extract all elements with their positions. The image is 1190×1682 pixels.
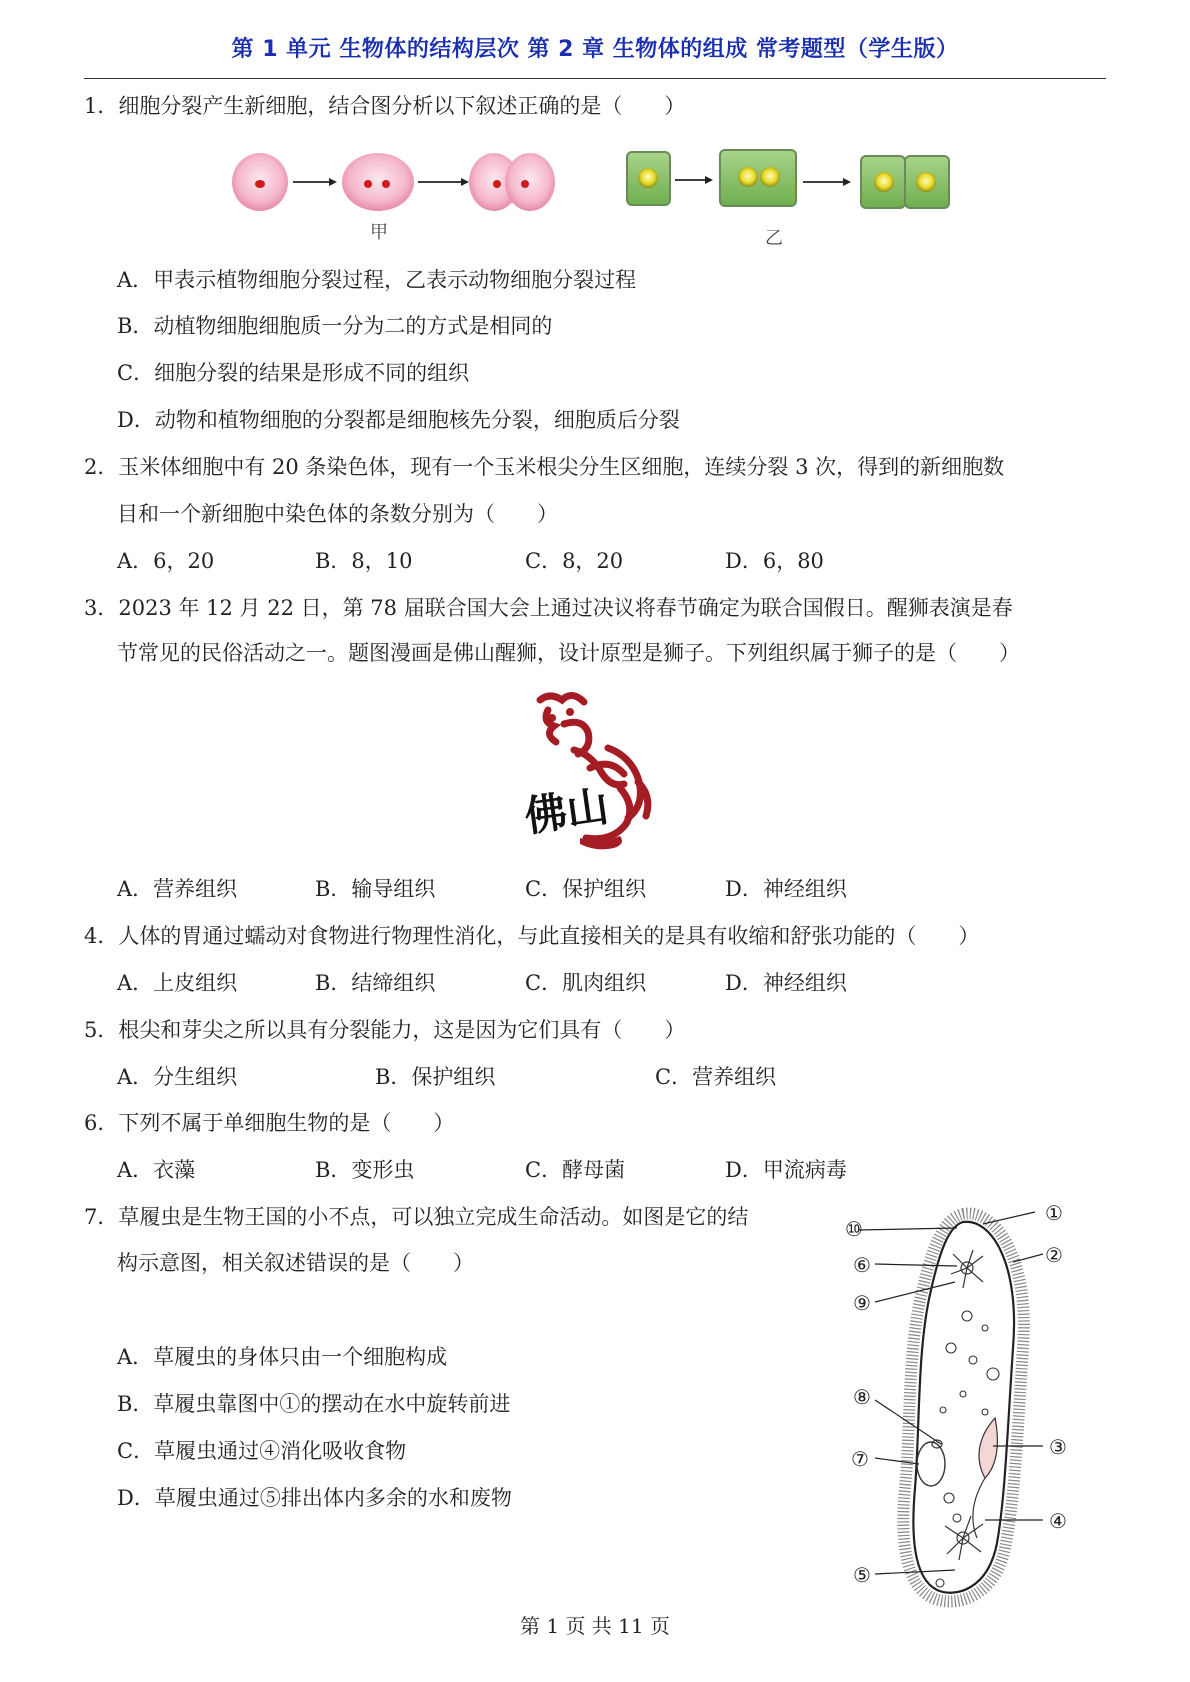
- q1-option-d: D．动物和植物细胞的分裂都是细胞核先分裂，细胞质后分裂: [117, 408, 680, 432]
- label-5: ⑤: [853, 1563, 871, 1587]
- q4-option-c: C．肌肉组织: [525, 971, 647, 995]
- q6-option-b: B．变形虫: [315, 1158, 415, 1182]
- animal-cell-stage-3: [469, 153, 555, 211]
- q5-option-b: B．保护组织: [375, 1065, 496, 1089]
- question-2-stem-line-2: 目和一个新细胞中染色体的条数分别为（ ）: [117, 502, 558, 526]
- q5-option-c: C．营养组织: [655, 1065, 777, 1089]
- question-7-stem-line-2: 构示意图，相关叙述错误的是（ ）: [117, 1251, 474, 1275]
- label-6: ⑥: [853, 1253, 871, 1277]
- label-2: ②: [1045, 1243, 1063, 1267]
- q1-option-a: A．甲表示植物细胞分裂过程，乙表示动物细胞分裂过程: [117, 268, 637, 292]
- header-rule: [84, 78, 1106, 79]
- q6-option-a: A．衣藻: [117, 1158, 196, 1182]
- foshan-lion-illustration: [520, 688, 680, 853]
- plant-cell-stage-3: [861, 156, 949, 208]
- q4-option-a: A．上皮组织: [117, 971, 238, 995]
- label-9: ⑨: [853, 1291, 871, 1315]
- cell-division-figure: [225, 142, 965, 252]
- question-3-stem-line-1: 3．2023 年 12 月 22 日，第 78 届联合国大会上通过决议将春节确定为联合国假日。醒狮表演是春: [84, 596, 1013, 620]
- question-5-stem: 5．根尖和芽尖之所以具有分裂能力，这是因为它们具有（ ）: [84, 1018, 686, 1042]
- label-3: ③: [1049, 1435, 1067, 1459]
- plant-cell-stage-2: [720, 150, 796, 206]
- animal-cell-stage-2: [342, 153, 414, 211]
- q7-option-b: B．草履虫靠图中①的摆动在水中旋转前进: [117, 1392, 511, 1416]
- q2-option-b: B．8，10: [315, 549, 413, 573]
- q5-option-a: A．分生组织: [117, 1065, 238, 1089]
- q3-option-a: A．营养组织: [117, 877, 238, 901]
- q4-option-b: B．结缔组织: [315, 971, 436, 995]
- label-7: ⑦: [851, 1447, 869, 1471]
- label-4: ④: [1049, 1509, 1067, 1533]
- question-6-stem: 6．下列不属于单细胞生物的是（ ）: [84, 1111, 455, 1135]
- q6-option-d: D．甲流病毒: [725, 1158, 847, 1182]
- q6-option-c: C．酵母菌: [525, 1158, 626, 1182]
- q2-option-d: D．6，80: [725, 549, 824, 573]
- plant-cell-stage-1: [627, 152, 670, 205]
- paramecium-diagram: [845, 1198, 1110, 1623]
- figure-label-yi: 乙: [765, 228, 783, 249]
- label-8: ⑧: [853, 1385, 871, 1409]
- animal-cell-stage-1: [232, 153, 288, 211]
- q2-option-a: A．6，20: [117, 549, 215, 573]
- label-1: ①: [1045, 1201, 1063, 1225]
- q2-option-c: C．8，20: [525, 549, 624, 573]
- q1-option-b: B．动植物细胞细胞质一分为二的方式是相同的: [117, 314, 553, 338]
- figure-label-jia: 甲: [370, 222, 388, 243]
- question-3-stem-line-2: 节常见的民俗活动之一。题图漫画是佛山醒狮，设计原型是狮子。下列组织属于狮子的是（ ）: [117, 641, 1020, 665]
- q3-option-c: C．保护组织: [525, 877, 647, 901]
- question-4-stem: 4．人体的胃通过蠕动对食物进行物理性消化，与此直接相关的是具有收缩和舒张功能的（ ）: [84, 924, 980, 948]
- page-footer: 第 1 页 共 11 页: [520, 1614, 670, 1638]
- q7-option-a: A．草履虫的身体只由一个细胞构成: [117, 1345, 448, 1369]
- page-header-title: 第 1 单元 生物体的结构层次 第 2 章 生物体的组成 常考题型（学生版）: [231, 37, 959, 62]
- q4-option-d: D．神经组织: [725, 971, 847, 995]
- q3-option-b: B．输导组织: [315, 877, 436, 901]
- question-7-stem-line-1: 7．草履虫是生物王国的小不点，可以独立完成生命活动。如图是它的结: [84, 1205, 749, 1229]
- question-2-stem-line-1: 2．玉米体细胞中有 20 条染色体，现有一个玉米根尖分生区细胞，连续分裂 3 次，得到的新细胞数: [84, 455, 1005, 479]
- q7-option-c: C．草履虫通过④消化吸收食物: [117, 1439, 407, 1463]
- q7-option-d: D．草履虫通过⑤排出体内多余的水和废物: [117, 1486, 512, 1510]
- q3-option-d: D．神经组织: [725, 877, 847, 901]
- label-10: ⑩: [845, 1217, 863, 1241]
- question-1-stem: 1．细胞分裂产生新细胞，结合图分析以下叙述正确的是（ ）: [84, 94, 686, 118]
- q1-option-c: C．细胞分裂的结果是形成不同的组织: [117, 361, 470, 385]
- foshan-calligraphy: 佛山: [521, 781, 612, 842]
